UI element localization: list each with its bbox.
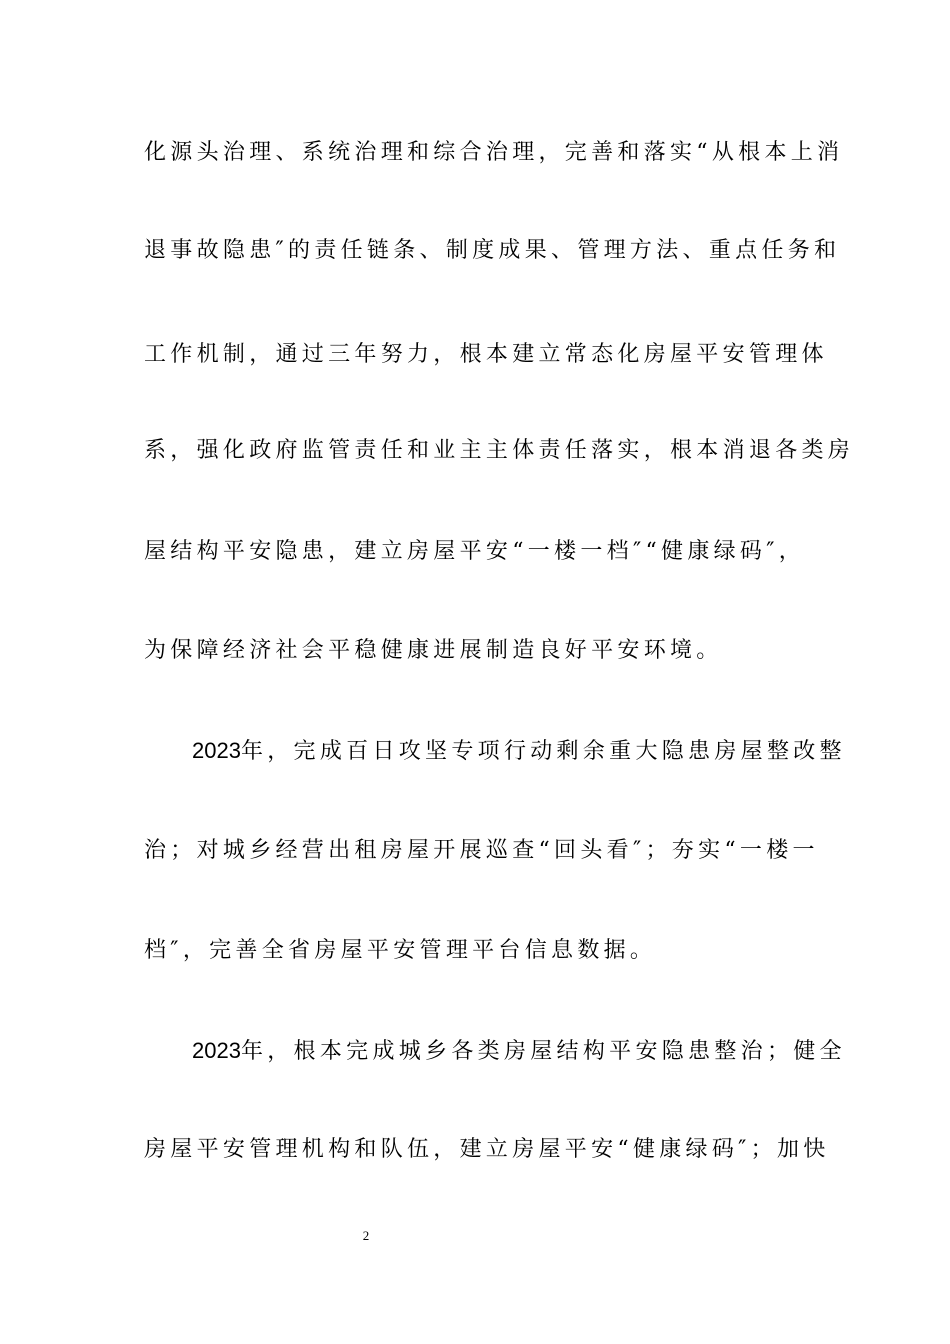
paragraph-line: 退事故隐患″的责任链条、制度成果、管理方法、重点任务和	[144, 238, 841, 263]
paragraph-line: 系，强化政府监管责任和业主主体责任落实，根本消退各类房	[144, 438, 855, 463]
paragraph-line: 档″，完善全省房屋平安管理平台信息数据。	[144, 938, 657, 963]
paragraph-line: 屋结构平安隐患，建立房屋平安“一楼一档″“健康绿码″，	[144, 539, 806, 564]
paragraph-first-line	[192, 736, 846, 767]
year-number: 2023	[192, 1038, 241, 1063]
paragraph-line: 房屋平安管理机构和队伍，建立房屋平安“健康绿码″；加快	[144, 1137, 830, 1162]
paragraph-text: 年，根本完成城乡各类房屋结构平安隐患整治；健全	[240, 1039, 846, 1064]
paragraph-text: 年，完成百日攻坚专项行动剩余重大隐患房屋整改整	[240, 739, 846, 764]
paragraph-line: 工作机制，通过三年努力，根本建立常态化房屋平安管理体	[144, 342, 828, 367]
paragraph-line: 治；对城乡经营出租房屋开展巡查“回头看″；夯实“一楼一	[144, 838, 819, 863]
year-number: 2023	[192, 738, 241, 763]
paragraph-line: 为保障经济社会平稳健康进展制造良好平安环境。	[144, 638, 723, 663]
paragraph-first-line	[192, 1036, 846, 1067]
paragraph-line: 化源头治理、系统治理和综合治理，完善和落实“从根本上消	[144, 140, 844, 165]
page-number: 2	[362, 1228, 370, 1243]
